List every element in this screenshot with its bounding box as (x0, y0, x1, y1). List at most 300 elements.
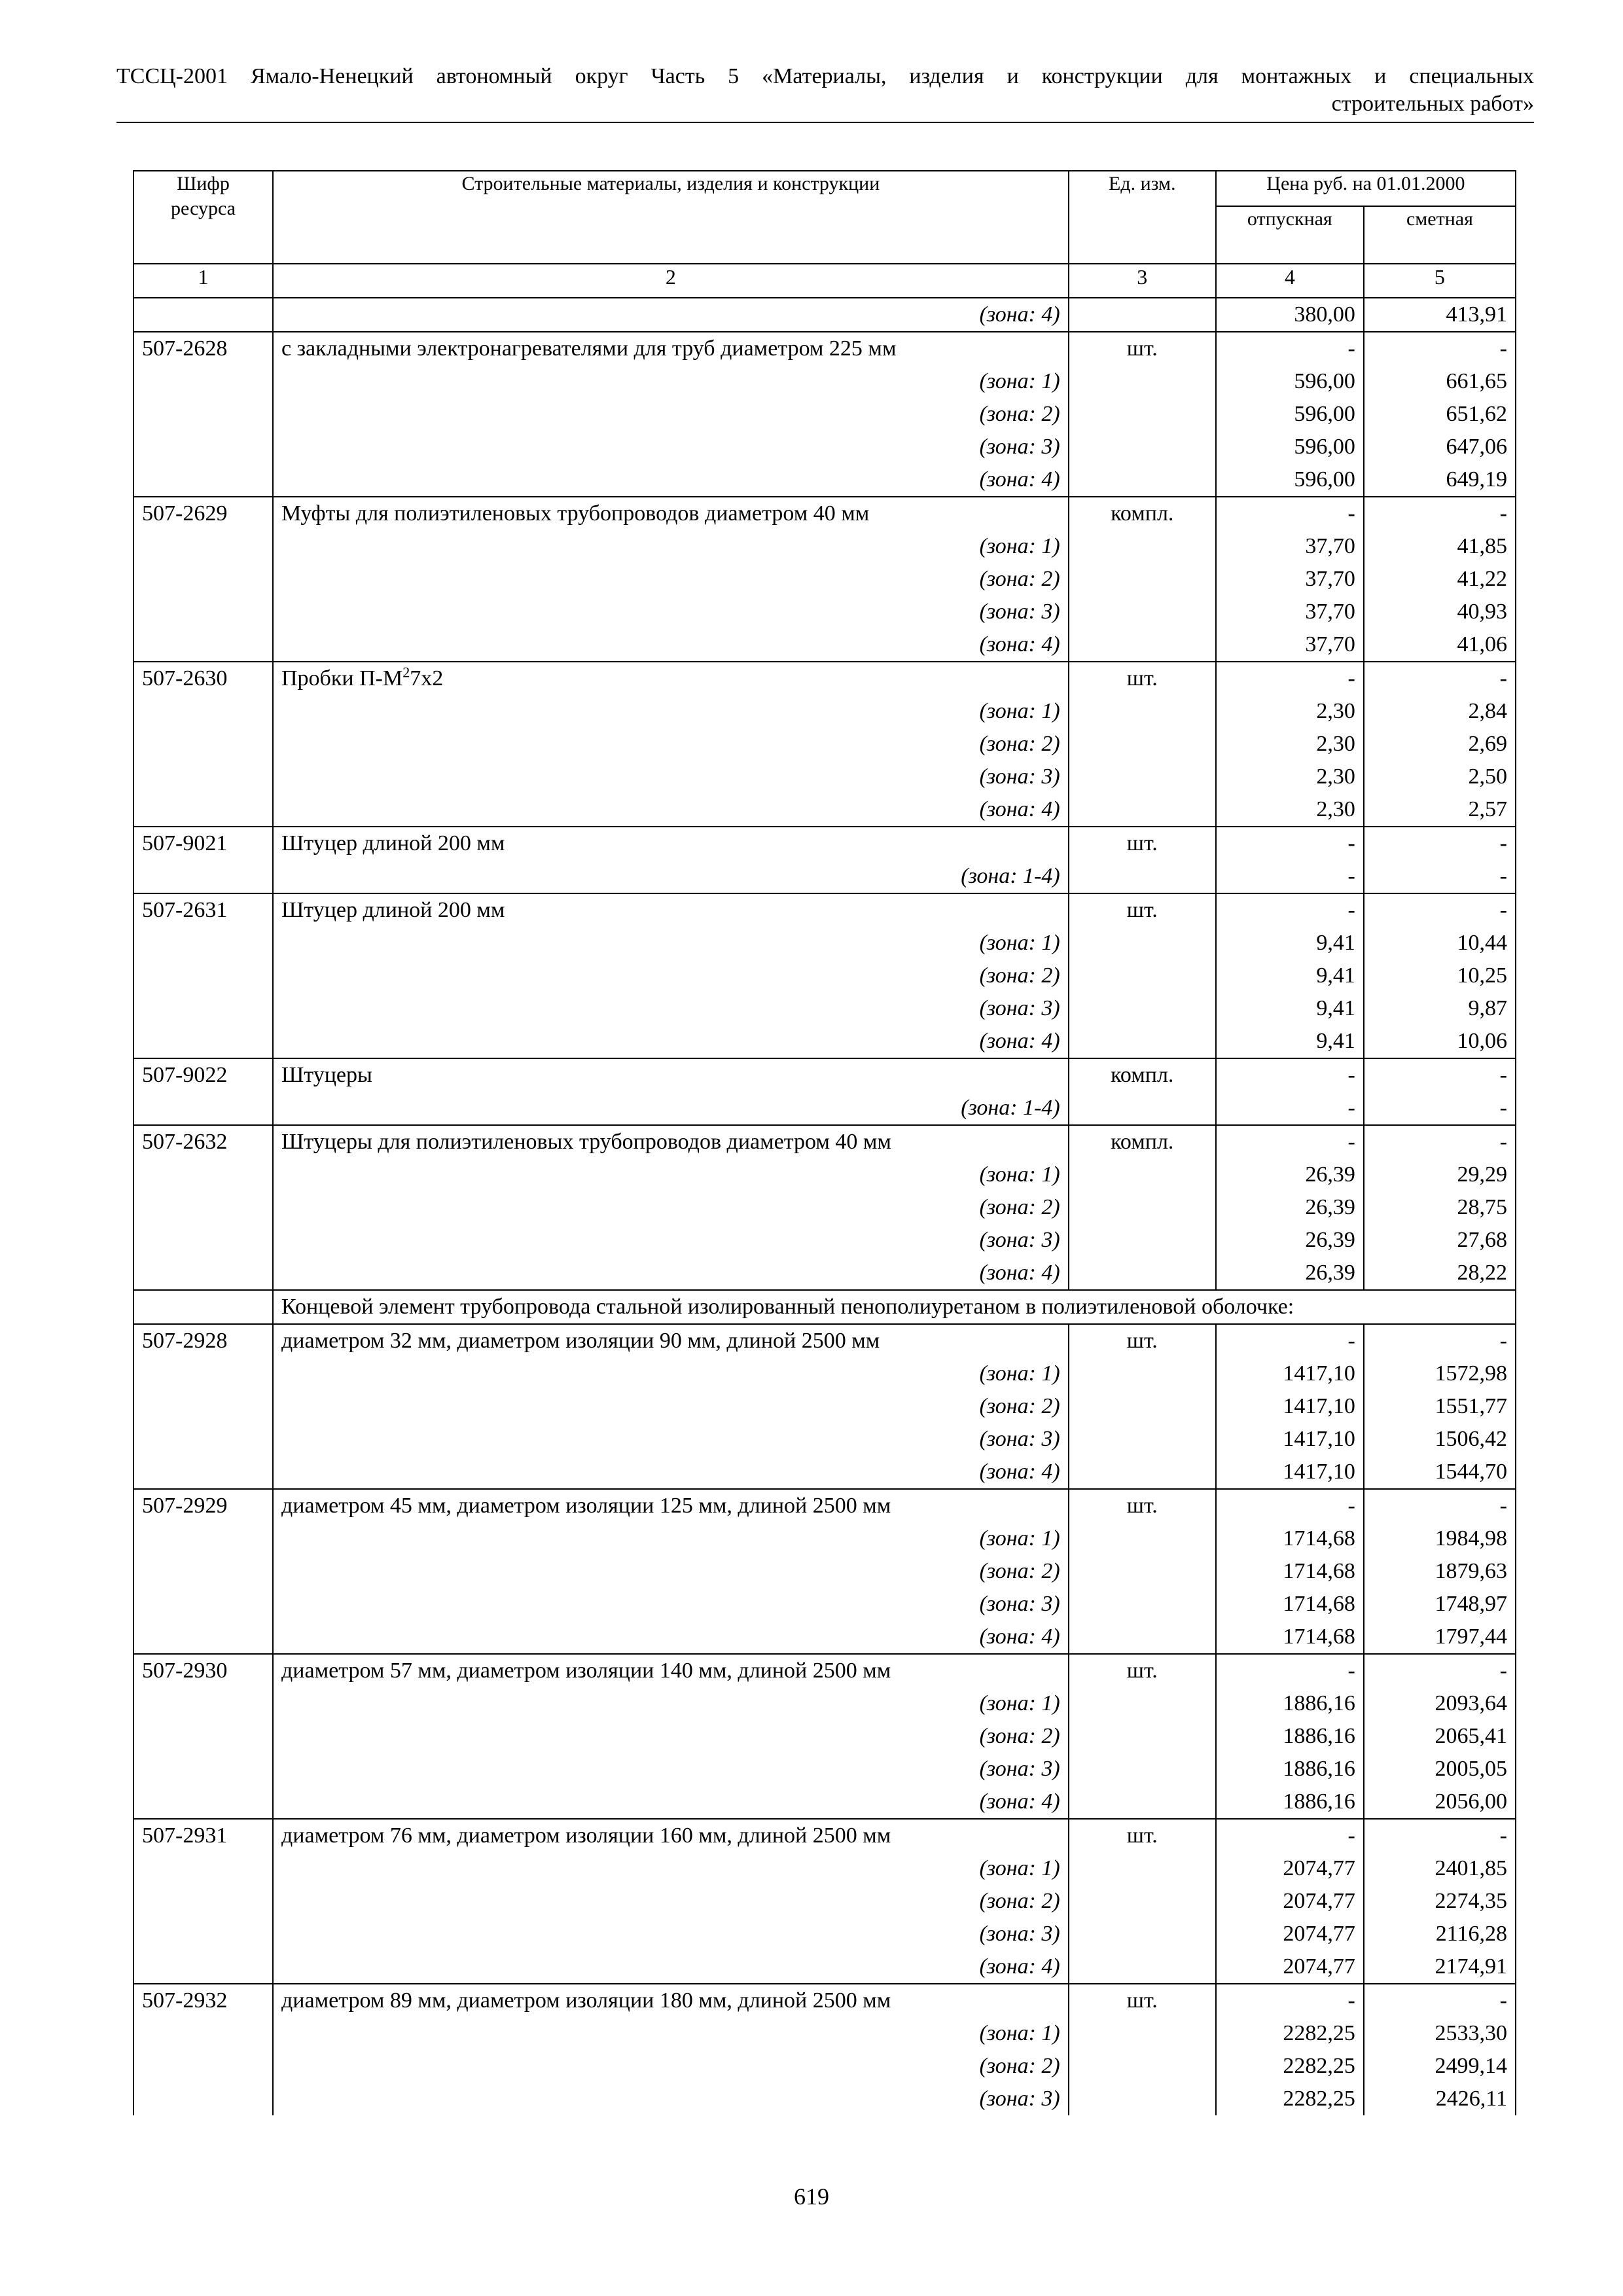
estimate-price: 2,57 (1364, 793, 1516, 827)
release-price: 2,30 (1216, 728, 1364, 761)
header-title-line-1: ТССЦ-2001 Ямало-Ненецкий автономный округ Часть 5 «Материалы, изделия и конструкции для монтажных и специальных (116, 64, 1534, 88)
unit-of-measure (1069, 761, 1216, 793)
unit-of-measure: шт. (1069, 827, 1216, 860)
resource-code (134, 1885, 273, 1918)
unit-of-measure (1069, 728, 1216, 761)
release-price: 1886,16 (1216, 1720, 1364, 1753)
unit-of-measure (1069, 860, 1216, 893)
release-price: 37,70 (1216, 530, 1364, 563)
zone-row (134, 431, 1516, 463)
estimate-price: 647,06 (1364, 431, 1516, 463)
estimate-price: - (1364, 893, 1516, 927)
zone-row (134, 1950, 1516, 1984)
unit-of-measure (1069, 1852, 1216, 1885)
zone-row (134, 1257, 1516, 1290)
zone-label: (зона: 3) (273, 1588, 1069, 1621)
resource-code (134, 1423, 273, 1456)
unit-of-measure (1069, 1257, 1216, 1290)
unit-of-measure (1069, 1357, 1216, 1390)
estimate-price: 40,93 (1364, 596, 1516, 628)
estimate-price: 2274,35 (1364, 1885, 1516, 1918)
unit-of-measure (1069, 927, 1216, 960)
release-price: 9,41 (1216, 927, 1364, 960)
resource-code (134, 1257, 273, 1290)
estimate-price: 2005,05 (1364, 1753, 1516, 1785)
release-price: 37,70 (1216, 596, 1364, 628)
zone-label: (зона: 3) (273, 1224, 1069, 1257)
page-header (116, 63, 1534, 118)
resource-code (134, 1687, 273, 1720)
release-price: 9,41 (1216, 992, 1364, 1025)
estimate-price: 10,25 (1364, 960, 1516, 992)
column-header-code: Шифр ресурса (134, 171, 273, 264)
zone-label: (зона: 1-4) (273, 860, 1069, 893)
resource-code (134, 1753, 273, 1785)
unit-of-measure (1069, 1885, 1216, 1918)
unit-of-measure (1069, 596, 1216, 628)
estimate-price: 1572,98 (1364, 1357, 1516, 1390)
resource-code: 507-9021 (134, 827, 273, 860)
release-price: 2074,77 (1216, 1852, 1364, 1885)
resource-code: 507-2629 (134, 497, 273, 530)
estimate-price: 651,62 (1364, 398, 1516, 431)
resource-code (134, 398, 273, 431)
zone-label: (зона: 1-4) (273, 1092, 1069, 1125)
material-name: Штуцеры для полиэтиленовых трубопроводов диаметром 40 мм (273, 1125, 1069, 1158)
material-name: Штуцер длиной 200 мм (273, 827, 1069, 860)
zone-label: (зона: 4) (273, 1025, 1069, 1058)
unit-of-measure (1069, 1621, 1216, 1654)
item-row (134, 1984, 1516, 2017)
release-price: 1417,10 (1216, 1390, 1364, 1423)
estimate-price: 28,75 (1364, 1191, 1516, 1224)
estimate-price: 1748,97 (1364, 1588, 1516, 1621)
unit-of-measure: шт. (1069, 1324, 1216, 1357)
zone-label: (зона: 4) (273, 1785, 1069, 1819)
zone-label: (зона: 3) (273, 596, 1069, 628)
unit-of-measure (1069, 628, 1216, 662)
estimate-price: 2116,28 (1364, 1918, 1516, 1950)
release-price: - (1216, 1654, 1364, 1687)
release-price: 2282,25 (1216, 2017, 1364, 2050)
column-number-3: 3 (1069, 264, 1216, 298)
release-price: 2074,77 (1216, 1950, 1364, 1984)
material-name: Штуцер длиной 200 мм (273, 893, 1069, 927)
column-header-name: Строительные материалы, изделия и конструкции (273, 171, 1069, 264)
estimate-price: 2,69 (1364, 728, 1516, 761)
unit-of-measure (1069, 1025, 1216, 1058)
resource-code: 507-2630 (134, 662, 273, 695)
unit-of-measure (1069, 298, 1216, 332)
unit-of-measure: шт. (1069, 1819, 1216, 1852)
unit-of-measure (1069, 1918, 1216, 1950)
material-name (273, 662, 1069, 695)
superscript: 2 (402, 664, 410, 681)
release-price: 26,39 (1216, 1257, 1364, 1290)
resource-code (134, 1785, 273, 1819)
unit-of-measure: шт. (1069, 893, 1216, 927)
unit-of-measure: компл. (1069, 497, 1216, 530)
zone-row (134, 1885, 1516, 1918)
zone-row (134, 1687, 1516, 1720)
estimate-price: 649,19 (1364, 463, 1516, 497)
column-number-5: 5 (1364, 264, 1516, 298)
zone-row (134, 1025, 1516, 1058)
zone-label: (зона: 1) (273, 695, 1069, 728)
zone-row (134, 1357, 1516, 1390)
column-number-2: 2 (273, 264, 1069, 298)
estimate-price: - (1364, 1984, 1516, 2017)
release-price: 1417,10 (1216, 1423, 1364, 1456)
release-price: 9,41 (1216, 960, 1364, 992)
zone-row (134, 992, 1516, 1025)
zone-row (134, 463, 1516, 497)
zone-label: (зона: 4) (273, 628, 1069, 662)
zone-row (134, 1158, 1516, 1191)
zone-row (134, 563, 1516, 596)
release-price: 2,30 (1216, 695, 1364, 728)
zone-row (134, 1588, 1516, 1621)
release-price: 596,00 (1216, 365, 1364, 398)
release-price: 1714,68 (1216, 1621, 1364, 1654)
resource-code: 507-9022 (134, 1058, 273, 1092)
item-row (134, 893, 1516, 927)
release-price: 2074,77 (1216, 1918, 1364, 1950)
zone-row (134, 2050, 1516, 2083)
estimate-price: 2533,30 (1364, 2017, 1516, 2050)
estimate-price: 661,65 (1364, 365, 1516, 398)
item-row (134, 1819, 1516, 1852)
zone-row (134, 1191, 1516, 1224)
unit-of-measure (1069, 1224, 1216, 1257)
zone-row (134, 298, 1516, 332)
estimate-price: 10,06 (1364, 1025, 1516, 1058)
release-price: 596,00 (1216, 431, 1364, 463)
header-divider (116, 122, 1534, 123)
zone-row (134, 1092, 1516, 1125)
zone-row (134, 1522, 1516, 1555)
unit-of-measure (1069, 1753, 1216, 1785)
resource-code (134, 793, 273, 827)
unit-of-measure (1069, 530, 1216, 563)
release-price: 37,70 (1216, 563, 1364, 596)
unit-of-measure (1069, 2050, 1216, 2083)
estimate-price: 2499,14 (1364, 2050, 1516, 2083)
zone-label: (зона: 1) (273, 1852, 1069, 1885)
release-price: 2,30 (1216, 793, 1364, 827)
release-price: - (1216, 662, 1364, 695)
estimate-price: - (1364, 332, 1516, 365)
resource-code (134, 298, 273, 332)
zone-row (134, 1224, 1516, 1257)
estimate-price: 413,91 (1364, 298, 1516, 332)
resource-code: 507-2928 (134, 1324, 273, 1357)
zone-row (134, 695, 1516, 728)
zone-label: (зона: 3) (273, 1918, 1069, 1950)
estimate-price: 9,87 (1364, 992, 1516, 1025)
material-name: Штуцеры (273, 1058, 1069, 1092)
resource-code: 507-2628 (134, 332, 273, 365)
estimate-price: 1797,44 (1364, 1621, 1516, 1654)
resource-code (134, 463, 273, 497)
column-number-1: 1 (134, 264, 273, 298)
column-header-estimate-price: сметная (1364, 206, 1516, 264)
zone-label: (зона: 4) (273, 1257, 1069, 1290)
resource-code (134, 1390, 273, 1423)
item-row (134, 827, 1516, 860)
resource-code (134, 1456, 273, 1489)
zone-label: (зона: 3) (273, 1753, 1069, 1785)
material-name-tail: 7х2 (410, 666, 444, 691)
zone-row (134, 365, 1516, 398)
estimate-price: 27,68 (1364, 1224, 1516, 1257)
unit-of-measure: компл. (1069, 1058, 1216, 1092)
release-price: 2074,77 (1216, 1885, 1364, 1918)
price-table (133, 170, 1516, 2115)
release-price: 26,39 (1216, 1191, 1364, 1224)
resource-code (134, 1224, 273, 1257)
unit-of-measure: шт. (1069, 1489, 1216, 1522)
unit-of-measure (1069, 398, 1216, 431)
estimate-price: - (1364, 1092, 1516, 1125)
resource-code: 507-2929 (134, 1489, 273, 1522)
unit-of-measure (1069, 1423, 1216, 1456)
release-price: 1417,10 (1216, 1456, 1364, 1489)
release-price: 1886,16 (1216, 1785, 1364, 1819)
header-title-line-2: строительных работ» (1331, 92, 1534, 116)
release-price: 26,39 (1216, 1158, 1364, 1191)
release-price: 37,70 (1216, 628, 1364, 662)
zone-row (134, 1621, 1516, 1654)
zone-row (134, 398, 1516, 431)
column-header-release-price: отпускная (1216, 206, 1364, 264)
release-price: 596,00 (1216, 463, 1364, 497)
zone-label: (зона: 3) (273, 992, 1069, 1025)
resource-code (134, 992, 273, 1025)
zone-row (134, 860, 1516, 893)
release-price: 1714,68 (1216, 1555, 1364, 1588)
resource-code: 507-2932 (134, 1984, 273, 2017)
release-price: 1417,10 (1216, 1357, 1364, 1390)
item-row (134, 497, 1516, 530)
estimate-price: - (1364, 1819, 1516, 1852)
release-price: - (1216, 497, 1364, 530)
zone-row (134, 530, 1516, 563)
resource-code (134, 2050, 273, 2083)
unit-of-measure (1069, 2083, 1216, 2115)
estimate-price: 10,44 (1364, 927, 1516, 960)
resource-code (134, 431, 273, 463)
material-name: диаметром 57 мм, диаметром изоляции 140 мм, длиной 2500 мм (273, 1654, 1069, 1687)
item-row (134, 1489, 1516, 1522)
zone-label: (зона: 2) (273, 398, 1069, 431)
unit-of-measure: шт. (1069, 332, 1216, 365)
resource-code (134, 1621, 273, 1654)
estimate-price: - (1364, 662, 1516, 695)
zone-row (134, 1720, 1516, 1753)
estimate-price: - (1364, 497, 1516, 530)
zone-label: (зона: 2) (273, 1390, 1069, 1423)
zone-label: (зона: 3) (273, 2083, 1069, 2115)
zone-label: (зона: 1) (273, 1687, 1069, 1720)
estimate-price: 1551,77 (1364, 1390, 1516, 1423)
resource-code (134, 1092, 273, 1125)
release-price: 2,30 (1216, 761, 1364, 793)
zone-row (134, 596, 1516, 628)
zone-row (134, 628, 1516, 662)
unit-of-measure (1069, 1785, 1216, 1819)
resource-code (134, 1852, 273, 1885)
estimate-price: - (1364, 1125, 1516, 1158)
zone-label: (зона: 2) (273, 2050, 1069, 2083)
estimate-price: 29,29 (1364, 1158, 1516, 1191)
resource-code (134, 2083, 273, 2115)
estimate-price: 41,85 (1364, 530, 1516, 563)
estimate-price: - (1364, 1324, 1516, 1357)
zone-row (134, 960, 1516, 992)
item-row (134, 332, 1516, 365)
zone-label: (зона: 1) (273, 530, 1069, 563)
release-price: - (1216, 893, 1364, 927)
unit-of-measure (1069, 1191, 1216, 1224)
estimate-price: 2093,64 (1364, 1687, 1516, 1720)
zone-label: (зона: 4) (273, 1621, 1069, 1654)
release-price: 2282,25 (1216, 2083, 1364, 2115)
unit-of-measure (1069, 1456, 1216, 1489)
release-price: 26,39 (1216, 1224, 1364, 1257)
estimate-price: 2056,00 (1364, 1785, 1516, 1819)
estimate-price: 2401,85 (1364, 1852, 1516, 1885)
unit-of-measure (1069, 1390, 1216, 1423)
release-price: - (1216, 1324, 1364, 1357)
release-price: 1714,68 (1216, 1522, 1364, 1555)
column-header-unit: Ед. изм. (1069, 171, 1216, 264)
estimate-price: 1544,70 (1364, 1456, 1516, 1489)
resource-code (134, 1918, 273, 1950)
resource-code (134, 761, 273, 793)
resource-code (134, 927, 273, 960)
release-price: - (1216, 860, 1364, 893)
zone-row (134, 927, 1516, 960)
zone-row (134, 1852, 1516, 1885)
item-row (134, 1654, 1516, 1687)
zone-row (134, 1555, 1516, 1588)
material-name: Муфты для полиэтиленовых трубопроводов диаметром 40 мм (273, 497, 1069, 530)
zone-label: (зона: 2) (273, 960, 1069, 992)
release-price: - (1216, 1058, 1364, 1092)
unit-of-measure (1069, 1588, 1216, 1621)
zone-row (134, 1456, 1516, 1489)
release-price: - (1216, 1092, 1364, 1125)
zone-row (134, 1785, 1516, 1819)
estimate-price: 1879,63 (1364, 1555, 1516, 1588)
resource-code (134, 1588, 273, 1621)
resource-code (134, 695, 273, 728)
unit-of-measure (1069, 431, 1216, 463)
item-row (134, 662, 1516, 695)
estimate-price: 41,22 (1364, 563, 1516, 596)
zone-row (134, 1390, 1516, 1423)
unit-of-measure: шт. (1069, 1984, 1216, 2017)
estimate-price: - (1364, 860, 1516, 893)
release-price: - (1216, 827, 1364, 860)
unit-of-measure (1069, 1555, 1216, 1588)
release-price: - (1216, 1984, 1364, 2017)
unit-of-measure (1069, 1158, 1216, 1191)
zone-row (134, 2017, 1516, 2050)
resource-code (134, 365, 273, 398)
zone-row (134, 728, 1516, 761)
unit-of-measure (1069, 563, 1216, 596)
unit-of-measure (1069, 960, 1216, 992)
page-number: 619 (794, 2183, 829, 2210)
material-name: с закладными электронагревателями для труб диаметром 225 мм (273, 332, 1069, 365)
estimate-price: 1984,98 (1364, 1522, 1516, 1555)
resource-code (134, 530, 273, 563)
unit-of-measure: шт. (1069, 662, 1216, 695)
release-price: 1714,68 (1216, 1588, 1364, 1621)
item-row (134, 1324, 1516, 1357)
estimate-price: - (1364, 1489, 1516, 1522)
estimate-price: - (1364, 827, 1516, 860)
zone-row (134, 2083, 1516, 2115)
estimate-price: 2,50 (1364, 761, 1516, 793)
zone-row (134, 761, 1516, 793)
estimate-price: 2426,11 (1364, 2083, 1516, 2115)
unit-of-measure (1069, 1720, 1216, 1753)
table-body (134, 298, 1516, 2115)
resource-code (134, 596, 273, 628)
zone-label: (зона: 3) (273, 761, 1069, 793)
zone-label: (зона: 1) (273, 927, 1069, 960)
zone-label: (зона: 4) (273, 1456, 1069, 1489)
zone-row (134, 1423, 1516, 1456)
zone-label: (зона: 2) (273, 1191, 1069, 1224)
table-header (134, 171, 1516, 298)
resource-code (134, 1950, 273, 1984)
estimate-price: - (1364, 1654, 1516, 1687)
estimate-price: 2174,91 (1364, 1950, 1516, 1984)
resource-code: 507-2931 (134, 1819, 273, 1852)
zone-label: (зона: 1) (273, 1357, 1069, 1390)
unit-of-measure (1069, 695, 1216, 728)
release-price: - (1216, 332, 1364, 365)
release-price: 9,41 (1216, 1025, 1364, 1058)
zone-label: (зона: 3) (273, 431, 1069, 463)
resource-code (134, 1158, 273, 1191)
zone-row (134, 1753, 1516, 1785)
unit-of-measure (1069, 1687, 1216, 1720)
zone-label: (зона: 3) (273, 1423, 1069, 1456)
zone-label: (зона: 4) (273, 298, 1069, 332)
zone-label: (зона: 4) (273, 793, 1069, 827)
unit-of-measure (1069, 1092, 1216, 1125)
material-name-text: Пробки П-М (281, 666, 403, 691)
resource-code-cell (134, 1290, 273, 1324)
column-header-price: Цена руб. на 01.01.2000 (1216, 171, 1516, 206)
zone-row (134, 793, 1516, 827)
release-price: 1886,16 (1216, 1753, 1364, 1785)
resource-code (134, 728, 273, 761)
material-name: диаметром 45 мм, диаметром изоляции 125 мм, длиной 2500 мм (273, 1489, 1069, 1522)
zone-row (134, 1918, 1516, 1950)
item-row (134, 1058, 1516, 1092)
resource-code (134, 1357, 273, 1390)
zone-label: (зона: 2) (273, 728, 1069, 761)
column-number-4: 4 (1216, 264, 1364, 298)
unit-of-measure (1069, 992, 1216, 1025)
item-row (134, 1125, 1516, 1158)
